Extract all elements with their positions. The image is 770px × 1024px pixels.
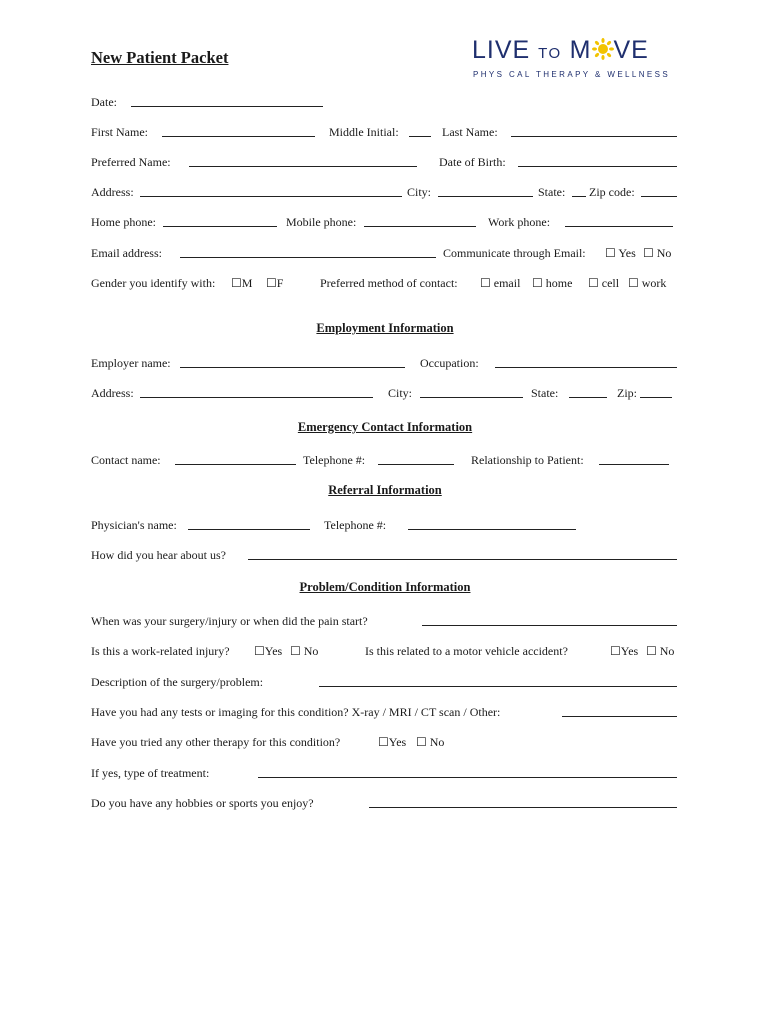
checkbox-icon[interactable]: ☐ bbox=[605, 246, 616, 260]
checkbox-icon[interactable]: ☐ bbox=[378, 735, 389, 749]
option-label: work bbox=[641, 276, 667, 290]
motor-vehicle-no-option[interactable] bbox=[646, 644, 674, 659]
middle-initial-field[interactable] bbox=[409, 136, 431, 137]
option-label: No bbox=[303, 644, 319, 658]
checkbox-icon[interactable]: ☐ bbox=[416, 735, 427, 749]
type-treatment-label: If yes, type of treatment: bbox=[91, 766, 210, 780]
zip-label: Zip code: bbox=[589, 185, 635, 199]
home-phone-label: Home phone: bbox=[91, 215, 156, 229]
physician-telephone-label: Telephone #: bbox=[324, 518, 387, 532]
employer-state-field[interactable] bbox=[569, 397, 607, 398]
physician-label: Physician's name: bbox=[91, 518, 177, 532]
preferred-name-label: Preferred Name: bbox=[91, 155, 171, 169]
first-name-label: First Name: bbox=[91, 125, 148, 139]
contact-method-label: Preferred method of contact: bbox=[320, 276, 458, 290]
tests-field[interactable] bbox=[562, 716, 677, 717]
logo-text-ve: VE bbox=[613, 36, 649, 64]
employer-city-label: City: bbox=[388, 386, 413, 400]
type-treatment-field[interactable] bbox=[258, 777, 677, 778]
address-field[interactable] bbox=[140, 196, 402, 197]
description-label: Description of the surgery/problem: bbox=[91, 675, 264, 689]
other-therapy-label: Have you tried any other therapy for this condition? bbox=[91, 735, 341, 749]
method-cell-option[interactable] bbox=[588, 276, 619, 291]
motor-vehicle-label: Is this related to a motor vehicle accident? bbox=[365, 644, 568, 658]
work-related-yes-option[interactable] bbox=[254, 644, 282, 659]
employer-address-field[interactable] bbox=[140, 397, 373, 398]
tests-label: Have you had any tests or imaging for this condition? X-ray / MRI / CT scan / Other: bbox=[91, 705, 501, 719]
other-therapy-yes-option[interactable] bbox=[378, 735, 406, 750]
referral-heading: Referral Information bbox=[328, 483, 442, 497]
employer-state-label: State: bbox=[531, 386, 559, 400]
work-related-no-option[interactable] bbox=[290, 644, 318, 659]
work-phone-label: Work phone: bbox=[488, 215, 551, 229]
relationship-label: Relationship to Patient: bbox=[471, 453, 584, 467]
work-related-label: Is this a work-related injury? bbox=[91, 644, 230, 658]
checkbox-icon[interactable]: ☐ bbox=[588, 276, 599, 290]
email-label: Email address: bbox=[91, 246, 162, 260]
emergency-telephone-label: Telephone #: bbox=[303, 453, 366, 467]
option-label: F bbox=[276, 276, 284, 290]
option-label: No bbox=[429, 735, 445, 749]
employer-label: Employer name: bbox=[91, 356, 171, 370]
option-label: cell bbox=[601, 276, 620, 290]
employer-zip-field[interactable] bbox=[640, 397, 672, 398]
mobile-phone-field[interactable] bbox=[364, 226, 476, 227]
page-title: New Patient Packet bbox=[91, 48, 229, 67]
last-name-label: Last Name: bbox=[442, 125, 498, 139]
middle-initial-label: Middle Initial: bbox=[329, 125, 399, 139]
employment-heading: Employment Information bbox=[316, 321, 454, 335]
pain-start-label: When was your surgery/injury or when did the pain start? bbox=[91, 614, 368, 628]
date-label: Date: bbox=[91, 95, 117, 109]
sun-icon bbox=[592, 37, 614, 59]
hear-about-label: How did you hear about us? bbox=[91, 548, 226, 562]
address-label: Address: bbox=[91, 185, 134, 199]
email-yes-option[interactable] bbox=[605, 246, 636, 261]
employer-address-label: Address: bbox=[91, 386, 134, 400]
problem-heading: Problem/Condition Information bbox=[299, 580, 471, 594]
city-label: City: bbox=[407, 185, 432, 199]
option-label: No bbox=[656, 246, 672, 260]
option-label: M bbox=[241, 276, 253, 290]
logo-text-m: M bbox=[569, 36, 592, 64]
last-name-field[interactable] bbox=[511, 136, 677, 137]
employer-city-field[interactable] bbox=[420, 397, 523, 398]
pain-start-field[interactable] bbox=[422, 625, 677, 626]
checkbox-icon[interactable]: ☐ bbox=[532, 276, 543, 290]
first-name-field[interactable] bbox=[162, 136, 315, 137]
method-home-option[interactable] bbox=[532, 276, 572, 291]
relationship-field[interactable] bbox=[599, 464, 669, 465]
communicate-email-label: Communicate through Email: bbox=[443, 246, 586, 260]
employer-field[interactable] bbox=[180, 367, 405, 368]
option-label: Yes bbox=[388, 735, 407, 749]
other-therapy-no-option[interactable] bbox=[416, 735, 444, 750]
emergency-contact-field[interactable] bbox=[175, 464, 296, 465]
mobile-phone-label: Mobile phone: bbox=[286, 215, 357, 229]
email-no-option[interactable] bbox=[643, 246, 671, 261]
email-field[interactable] bbox=[180, 257, 436, 258]
option-label: Yes bbox=[264, 644, 283, 658]
physician-field[interactable] bbox=[188, 529, 310, 530]
hobbies-label: Do you have any hobbies or sports you enjoy? bbox=[91, 796, 314, 810]
hear-about-field[interactable] bbox=[248, 559, 677, 560]
occupation-label: Occupation: bbox=[420, 356, 479, 370]
checkbox-icon[interactable]: ☐ bbox=[643, 246, 654, 260]
emergency-telephone-field[interactable] bbox=[378, 464, 454, 465]
logo-subtitle: PHYS CAL THERAPY & WELLNESS bbox=[473, 70, 671, 79]
checkbox-icon[interactable]: ☐ bbox=[646, 644, 657, 658]
gender-f-option[interactable] bbox=[266, 276, 283, 291]
state-field[interactable] bbox=[572, 196, 586, 197]
method-email-option[interactable] bbox=[480, 276, 520, 291]
logo-text-to: TO bbox=[538, 45, 562, 62]
hobbies-field[interactable] bbox=[369, 807, 677, 808]
work-phone-field[interactable] bbox=[565, 226, 673, 227]
option-label: home bbox=[545, 276, 573, 290]
checkbox-icon[interactable]: ☐ bbox=[610, 644, 621, 658]
employer-zip-label: Zip: bbox=[617, 386, 637, 400]
city-field[interactable] bbox=[438, 196, 533, 197]
checkbox-icon[interactable]: ☐ bbox=[231, 276, 242, 290]
dob-field[interactable] bbox=[518, 166, 677, 167]
logo-text-live: LIVE bbox=[472, 36, 531, 64]
gender-label: Gender you identify with: bbox=[91, 276, 216, 290]
description-field[interactable] bbox=[319, 686, 677, 687]
gender-m-option[interactable] bbox=[231, 276, 252, 291]
checkbox-icon[interactable]: ☐ bbox=[628, 276, 639, 290]
emergency-contact-label: Contact name: bbox=[91, 453, 161, 467]
occupation-field[interactable] bbox=[495, 367, 677, 368]
option-label: No bbox=[659, 644, 675, 658]
checkbox-icon[interactable]: ☐ bbox=[290, 644, 301, 658]
checkbox-icon[interactable]: ☐ bbox=[254, 644, 265, 658]
emergency-heading: Emergency Contact Information bbox=[297, 420, 473, 434]
option-label: email bbox=[493, 276, 521, 290]
home-phone-field[interactable] bbox=[163, 226, 277, 227]
option-label: Yes bbox=[620, 644, 639, 658]
brand-logo bbox=[472, 35, 649, 69]
physician-telephone-field[interactable] bbox=[408, 529, 576, 530]
preferred-name-field[interactable] bbox=[189, 166, 417, 167]
checkbox-icon[interactable]: ☐ bbox=[266, 276, 277, 290]
method-work-option[interactable] bbox=[628, 276, 666, 291]
zip-field[interactable] bbox=[641, 196, 677, 197]
option-label: Yes bbox=[618, 246, 636, 260]
date-field[interactable] bbox=[131, 106, 323, 107]
checkbox-icon[interactable]: ☐ bbox=[480, 276, 491, 290]
dob-label: Date of Birth: bbox=[439, 155, 506, 169]
motor-vehicle-yes-option[interactable] bbox=[610, 644, 638, 659]
state-label: State: bbox=[538, 185, 566, 199]
